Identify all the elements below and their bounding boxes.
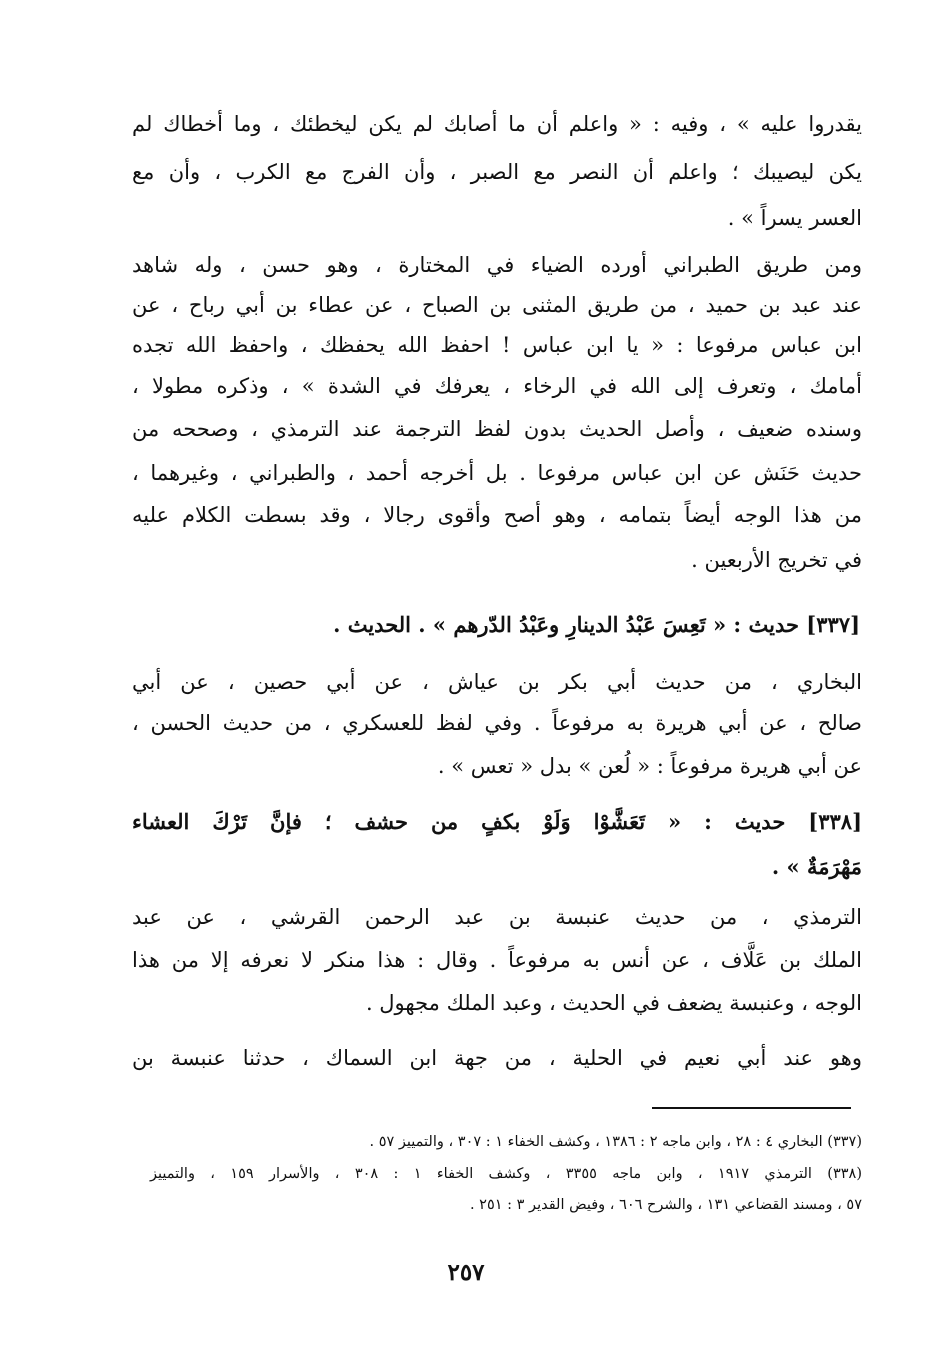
text-line: الترمذي ، من حديث عنبسة بن عبد الرحمن القرشي ، عن عبد — [132, 905, 862, 929]
text-line: وهو عند أبي نعيم في الحلية ، من جهة ابن السماك ، حدثنا عنبسة بن — [132, 1046, 862, 1070]
text-line: الوجه ، وعنبسة يضعف في الحديث ، وعبد الملك مجهول . — [365, 991, 862, 1015]
text-line: حديث حَنَش عن ابن عباس مرفوعا . بل أخرجه أحمد ، والطبراني ، وغيرهما ، — [132, 461, 862, 485]
text-line: العسر يسراً » . — [727, 206, 862, 230]
text-line: عن أبي هريرة مرفوعاً : « لُعن » بدل « تعس » . — [437, 754, 862, 778]
text-line: صالح ، عن أبي هريرة به مرفوعاً . وفي لفظ للعسكري ، من حديث الحسن ، — [132, 711, 862, 735]
text-line: يقدروا عليه » ، وفيه : « واعلم أن ما أصابك لم يكن ليخطئك ، وما أخطاك لم — [132, 112, 862, 136]
text-line: البخاري ، من حديث أبي بكر بن عياش ، عن أبي حصين ، عن أبي — [132, 670, 862, 694]
hadith-heading-338: [٣٣٨] حديث : « تَعَشَّوْا وَلَوْ بكفٍ من حشف ؛ فإنَّ تَرْكَ العشاء — [132, 809, 862, 834]
text-line: وسنده ضعيف ، وأصل الحديث بدون لفظ الترجمة عند الترمذي ، وصححه من — [132, 417, 862, 441]
page-number: ٢٥٧ — [447, 1259, 485, 1286]
hadith-heading-338-cont: مَهْرَمَةٌ » . — [771, 854, 862, 879]
text-line: يكن ليصيبك ؛ واعلم أن النصر مع الصبر ، وأن الفرج مع الكرب ، وأن مع — [132, 160, 862, 184]
text-line: من هذا الوجه أيضاً بتمامه ، وهو أصح وأقوى رجالا ، وقد بسطت الكلام عليه — [132, 503, 862, 527]
text-line: ابن عباس مرفوعا : « يا ابن عباس ! احفظ الله يحفظك ، واحفظ الله تجده — [132, 333, 862, 357]
text-line: الملك بن عَلَّاف ، عن أنس به مرفوعاً . وقال : هذا منكر لا نعرفه إلا من هذا — [132, 948, 862, 972]
footnote-line: (٣٣٨) الترمذي ١٩١٧ ، وابن ماجه ٣٣٥٥ ، وكشف الخفاء ١ : ٣٠٨ ، والأسرار ١٥٩ ، والتمييز — [150, 1166, 862, 1182]
text-line: عند عبد بن حميد ، من طريق المثنى بن الصباح ، عن عطاء بن أبي رباح ، عن — [132, 293, 862, 317]
text-line: في تخريج الأربعين . — [691, 548, 862, 572]
footnote-line: (٣٣٧) البخاري ٤ : ٢٨ ، وابن ماجه ٢ : ١٣٨٦ ، وكشف الخفاء ١ : ٣٠٧ ، والتمييز ٥٧ . — [369, 1134, 862, 1150]
text-line: ومن طريق الطبراني أورده الضياء في المختارة ، وهو حسن ، وله شاهد — [132, 253, 862, 277]
hadith-heading-337: [٣٣٧] حديث : « تَعِسَ عَبْدُ الدينارِ وعَبْدُ الدّرهم » . الحديث . — [333, 612, 860, 637]
footnote-line: ٥٧ ، ومسند القضاعي ١٣١ ، والشرح ٦٠٦ ، وفيض القدير ٣ : ٢٥١ . — [469, 1197, 862, 1213]
text-line: أمامك ، وتعرف إلى الله في الرخاء ، يعرفك في الشدة » ، وذكره مطولا ، — [132, 374, 862, 398]
footnote-separator — [652, 1107, 851, 1109]
